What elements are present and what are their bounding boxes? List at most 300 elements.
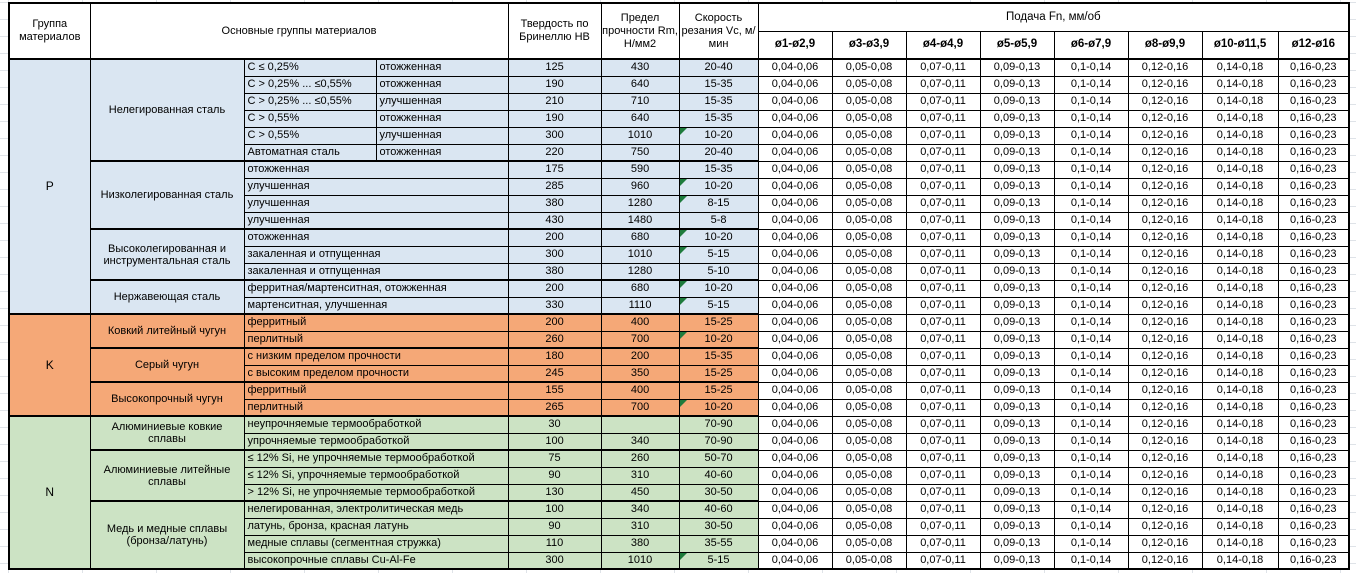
feed-cell[interactable]: 0,16-0,23 [1278,127,1349,144]
strength-cell[interactable]: 310 [601,467,679,484]
feed-cell[interactable]: 0,14-0,18 [1202,246,1278,263]
condition-cell[interactable]: отожженная [376,110,508,127]
feed-cell[interactable]: 0,09-0,13 [980,93,1054,110]
header-diameter-6[interactable]: ø8-ø9,9 [1128,31,1202,59]
feed-cell[interactable]: 0,05-0,08 [832,246,906,263]
cutting-speed-cell[interactable]: 10-20 [679,127,758,144]
feed-cell[interactable]: 0,1-0,14 [1054,365,1128,382]
feed-cell[interactable]: 0,16-0,23 [1278,518,1349,535]
feed-cell[interactable]: 0,14-0,18 [1202,297,1278,314]
feed-cell[interactable]: 0,14-0,18 [1202,110,1278,127]
strength-cell[interactable]: 310 [601,518,679,535]
feed-cell[interactable]: 0,05-0,08 [832,263,906,280]
condition-cell[interactable]: улучшенная [376,93,508,110]
strength-cell[interactable]: 1010 [601,552,679,569]
cutting-speed-cell[interactable]: 15-25 [679,365,758,382]
cutting-speed-cell[interactable]: 30-50 [679,518,758,535]
strength-cell[interactable]: 680 [601,229,679,246]
material-desc-cell[interactable]: C > 0,55% [244,127,376,144]
feed-cell[interactable]: 0,16-0,23 [1278,399,1349,416]
condition-cell[interactable]: улучшенная [376,127,508,144]
strength-cell[interactable] [601,416,679,433]
hardness-cell[interactable]: 125 [508,59,601,76]
feed-cell[interactable]: 0,05-0,08 [832,535,906,552]
feed-cell[interactable]: 0,04-0,06 [758,552,832,569]
feed-cell[interactable]: 0,1-0,14 [1054,314,1128,331]
feed-cell[interactable]: 0,12-0,16 [1128,263,1202,280]
feed-cell[interactable]: 0,12-0,16 [1128,348,1202,365]
hardness-cell[interactable]: 200 [508,280,601,297]
strength-cell[interactable]: 710 [601,93,679,110]
feed-cell[interactable]: 0,09-0,13 [980,416,1054,433]
feed-cell[interactable]: 0,05-0,08 [832,297,906,314]
strength-cell[interactable]: 1280 [601,195,679,212]
feed-cell[interactable]: 0,1-0,14 [1054,263,1128,280]
hardness-cell[interactable]: 330 [508,297,601,314]
strength-cell[interactable]: 380 [601,535,679,552]
material-desc-cell[interactable]: C ≤ 0,25% [244,59,376,76]
feed-cell[interactable]: 0,09-0,13 [980,535,1054,552]
hardness-cell[interactable]: 430 [508,212,601,229]
feed-cell[interactable]: 0,12-0,16 [1128,484,1202,501]
feed-cell[interactable]: 0,1-0,14 [1054,93,1128,110]
strength-cell[interactable]: 450 [601,484,679,501]
feed-cell[interactable]: 0,16-0,23 [1278,314,1349,331]
hardness-cell[interactable]: 175 [508,161,601,178]
hardness-cell[interactable]: 180 [508,348,601,365]
feed-cell[interactable]: 0,14-0,18 [1202,518,1278,535]
feed-cell[interactable]: 0,12-0,16 [1128,59,1202,76]
subgroup-name-cell[interactable]: Высокопрочный чугун [90,382,244,416]
cutting-speed-cell[interactable]: 40-60 [679,467,758,484]
cutting-speed-cell[interactable]: 10-20 [679,280,758,297]
strength-cell[interactable]: 260 [601,450,679,467]
feed-cell[interactable]: 0,07-0,11 [906,93,980,110]
feed-cell[interactable]: 0,04-0,06 [758,433,832,450]
feed-cell[interactable]: 0,12-0,16 [1128,535,1202,552]
feed-cell[interactable]: 0,05-0,08 [832,161,906,178]
strength-cell[interactable]: 400 [601,382,679,399]
feed-cell[interactable]: 0,14-0,18 [1202,450,1278,467]
hardness-cell[interactable]: 110 [508,535,601,552]
feed-cell[interactable]: 0,1-0,14 [1054,348,1128,365]
header-tensile-strength[interactable]: Предел прочности Rm, Н/мм2 [601,3,679,59]
hardness-cell[interactable]: 380 [508,263,601,280]
feed-cell[interactable]: 0,1-0,14 [1054,229,1128,246]
hardness-cell[interactable]: 245 [508,365,601,382]
feed-cell[interactable]: 0,1-0,14 [1054,59,1128,76]
material-desc-cell[interactable]: медные сплавы (сегментная стружка) [244,535,508,552]
hardness-cell[interactable]: 210 [508,93,601,110]
feed-cell[interactable]: 0,16-0,23 [1278,331,1349,348]
feed-cell[interactable]: 0,1-0,14 [1054,195,1128,212]
hardness-cell[interactable]: 90 [508,518,601,535]
feed-cell[interactable]: 0,05-0,08 [832,416,906,433]
feed-cell[interactable]: 0,16-0,23 [1278,161,1349,178]
feed-cell[interactable]: 0,16-0,23 [1278,365,1349,382]
strength-cell[interactable]: 960 [601,178,679,195]
feed-cell[interactable]: 0,12-0,16 [1128,178,1202,195]
strength-cell[interactable]: 350 [601,365,679,382]
cutting-speed-cell[interactable]: 35-55 [679,535,758,552]
feed-cell[interactable]: 0,05-0,08 [832,552,906,569]
feed-cell[interactable]: 0,09-0,13 [980,195,1054,212]
feed-cell[interactable]: 0,16-0,23 [1278,416,1349,433]
header-material-group[interactable]: Группа материалов [9,3,90,59]
feed-cell[interactable]: 0,09-0,13 [980,331,1054,348]
cutting-speed-cell[interactable]: 5-15 [679,552,758,569]
material-desc-cell[interactable]: нелегированная, электролитическая медь [244,501,508,518]
feed-cell[interactable]: 0,04-0,06 [758,331,832,348]
material-desc-cell[interactable]: Автоматная сталь [244,144,376,161]
feed-cell[interactable]: 0,05-0,08 [832,195,906,212]
feed-cell[interactable]: 0,14-0,18 [1202,314,1278,331]
feed-cell[interactable]: 0,1-0,14 [1054,518,1128,535]
cutting-speed-cell[interactable]: 20-40 [679,59,758,76]
feed-cell[interactable]: 0,05-0,08 [832,399,906,416]
feed-cell[interactable]: 0,16-0,23 [1278,229,1349,246]
feed-cell[interactable]: 0,1-0,14 [1054,297,1128,314]
material-desc-cell[interactable]: перлитный [244,331,508,348]
feed-cell[interactable]: 0,04-0,06 [758,467,832,484]
feed-cell[interactable]: 0,05-0,08 [832,518,906,535]
material-desc-cell[interactable]: с низким пределом прочности [244,348,508,365]
feed-cell[interactable]: 0,12-0,16 [1128,365,1202,382]
feed-cell[interactable]: 0,04-0,06 [758,297,832,314]
strength-cell[interactable]: 1010 [601,127,679,144]
feed-cell[interactable]: 0,14-0,18 [1202,331,1278,348]
feed-cell[interactable]: 0,14-0,18 [1202,433,1278,450]
feed-cell[interactable]: 0,07-0,11 [906,535,980,552]
feed-cell[interactable]: 0,12-0,16 [1128,161,1202,178]
feed-cell[interactable]: 0,1-0,14 [1054,246,1128,263]
header-diameter-5[interactable]: ø6-ø7,9 [1054,31,1128,59]
feed-cell[interactable]: 0,05-0,08 [832,59,906,76]
feed-cell[interactable]: 0,1-0,14 [1054,212,1128,229]
feed-cell[interactable]: 0,12-0,16 [1128,229,1202,246]
feed-cell[interactable]: 0,12-0,16 [1128,144,1202,161]
feed-cell[interactable]: 0,09-0,13 [980,76,1054,93]
material-desc-cell[interactable]: отожженная [244,229,508,246]
feed-cell[interactable]: 0,04-0,06 [758,161,832,178]
material-desc-cell[interactable]: ферритная/мартенситная, отожженная [244,280,508,297]
feed-cell[interactable]: 0,09-0,13 [980,178,1054,195]
cutting-speed-cell[interactable]: 10-20 [679,399,758,416]
hardness-cell[interactable]: 190 [508,110,601,127]
material-desc-cell[interactable]: высокопрочные сплавы Cu-Al-Fe [244,552,508,569]
cutting-speed-cell[interactable]: 15-35 [679,76,758,93]
material-desc-cell[interactable]: ферритный [244,314,508,331]
feed-cell[interactable]: 0,16-0,23 [1278,178,1349,195]
feed-cell[interactable]: 0,05-0,08 [832,501,906,518]
feed-cell[interactable]: 0,14-0,18 [1202,484,1278,501]
strength-cell[interactable]: 200 [601,348,679,365]
feed-cell[interactable]: 0,16-0,23 [1278,246,1349,263]
feed-cell[interactable]: 0,12-0,16 [1128,416,1202,433]
header-diameter-8[interactable]: ø12-ø16 [1278,31,1349,59]
feed-cell[interactable]: 0,16-0,23 [1278,93,1349,110]
header-feed-title[interactable]: Подача Fn, мм/об [758,3,1349,31]
feed-cell[interactable]: 0,04-0,06 [758,382,832,399]
feed-cell[interactable]: 0,05-0,08 [832,331,906,348]
feed-cell[interactable]: 0,09-0,13 [980,433,1054,450]
strength-cell[interactable]: 1480 [601,212,679,229]
feed-cell[interactable]: 0,1-0,14 [1054,450,1128,467]
feed-cell[interactable]: 0,12-0,16 [1128,433,1202,450]
feed-cell[interactable]: 0,14-0,18 [1202,416,1278,433]
subgroup-name-cell[interactable]: Медь и медные сплавы (бронза/латунь) [90,501,244,569]
feed-cell[interactable]: 0,07-0,11 [906,484,980,501]
feed-cell[interactable]: 0,1-0,14 [1054,552,1128,569]
feed-cell[interactable]: 0,05-0,08 [832,365,906,382]
cutting-speed-cell[interactable]: 15-35 [679,93,758,110]
feed-cell[interactable]: 0,05-0,08 [832,484,906,501]
material-desc-cell[interactable]: неупрочняемые термообработкой [244,416,508,433]
feed-cell[interactable]: 0,14-0,18 [1202,501,1278,518]
feed-cell[interactable]: 0,04-0,06 [758,399,832,416]
cutting-speed-cell[interactable]: 5-10 [679,263,758,280]
header-main-groups[interactable]: Основные группы материалов [90,3,508,59]
feed-cell[interactable]: 0,09-0,13 [980,297,1054,314]
subgroup-name-cell[interactable]: Низколегированная сталь [90,161,244,229]
feed-cell[interactable]: 0,07-0,11 [906,416,980,433]
hardness-cell[interactable]: 155 [508,382,601,399]
feed-cell[interactable]: 0,04-0,06 [758,195,832,212]
feed-cell[interactable]: 0,1-0,14 [1054,144,1128,161]
feed-cell[interactable]: 0,16-0,23 [1278,195,1349,212]
header-cutting-speed[interactable]: Скорость резания Vc, м/мин [679,3,758,59]
hardness-cell[interactable]: 190 [508,76,601,93]
feed-cell[interactable]: 0,14-0,18 [1202,59,1278,76]
feed-cell[interactable]: 0,07-0,11 [906,433,980,450]
subgroup-name-cell[interactable]: Нержавеющая сталь [90,280,244,314]
hardness-cell[interactable]: 300 [508,127,601,144]
subgroup-name-cell[interactable]: Алюминиевые ковкие сплавы [90,416,244,450]
feed-cell[interactable]: 0,07-0,11 [906,59,980,76]
feed-cell[interactable]: 0,12-0,16 [1128,280,1202,297]
feed-cell[interactable]: 0,05-0,08 [832,144,906,161]
group-letter-cell[interactable]: N [9,416,90,569]
feed-cell[interactable]: 0,05-0,08 [832,433,906,450]
hardness-cell[interactable]: 285 [508,178,601,195]
feed-cell[interactable]: 0,07-0,11 [906,161,980,178]
feed-cell[interactable]: 0,14-0,18 [1202,93,1278,110]
feed-cell[interactable]: 0,14-0,18 [1202,365,1278,382]
material-desc-cell[interactable]: ≤ 12% Si, не упрочняемые термообработкой [244,450,508,467]
cutting-speed-cell[interactable]: 8-15 [679,195,758,212]
group-letter-cell[interactable]: P [9,59,90,314]
feed-cell[interactable]: 0,1-0,14 [1054,280,1128,297]
cutting-speed-cell[interactable]: 20-40 [679,144,758,161]
feed-cell[interactable]: 0,04-0,06 [758,450,832,467]
feed-cell[interactable]: 0,12-0,16 [1128,399,1202,416]
hardness-cell[interactable]: 75 [508,450,601,467]
strength-cell[interactable]: 640 [601,110,679,127]
strength-cell[interactable]: 1110 [601,297,679,314]
feed-cell[interactable]: 0,07-0,11 [906,178,980,195]
material-desc-cell[interactable]: закаленная и отпущенная [244,263,508,280]
feed-cell[interactable]: 0,09-0,13 [980,263,1054,280]
feed-cell[interactable]: 0,14-0,18 [1202,467,1278,484]
feed-cell[interactable]: 0,1-0,14 [1054,127,1128,144]
strength-cell[interactable]: 680 [601,280,679,297]
feed-cell[interactable]: 0,04-0,06 [758,93,832,110]
material-desc-cell[interactable]: C > 0,25% ... ≤0,55% [244,93,376,110]
feed-cell[interactable]: 0,1-0,14 [1054,467,1128,484]
feed-cell[interactable]: 0,16-0,23 [1278,59,1349,76]
material-desc-cell[interactable]: с высоким пределом прочности [244,365,508,382]
feed-cell[interactable]: 0,14-0,18 [1202,552,1278,569]
feed-cell[interactable]: 0,12-0,16 [1128,93,1202,110]
subgroup-name-cell[interactable]: Высоколегированная и инструментальная сталь [90,229,244,280]
feed-cell[interactable]: 0,16-0,23 [1278,263,1349,280]
feed-cell[interactable]: 0,04-0,06 [758,348,832,365]
strength-cell[interactable]: 340 [601,501,679,518]
feed-cell[interactable]: 0,1-0,14 [1054,110,1128,127]
feed-cell[interactable]: 0,09-0,13 [980,399,1054,416]
hardness-cell[interactable]: 220 [508,144,601,161]
cutting-speed-cell[interactable]: 5-8 [679,212,758,229]
feed-cell[interactable]: 0,05-0,08 [832,280,906,297]
material-desc-cell[interactable]: улучшенная [244,212,508,229]
header-diameter-7[interactable]: ø10-ø11,5 [1202,31,1278,59]
cutting-speed-cell[interactable]: 15-25 [679,382,758,399]
feed-cell[interactable]: 0,16-0,23 [1278,212,1349,229]
feed-cell[interactable]: 0,1-0,14 [1054,501,1128,518]
material-desc-cell[interactable]: улучшенная [244,178,508,195]
feed-cell[interactable]: 0,16-0,23 [1278,382,1349,399]
feed-cell[interactable]: 0,12-0,16 [1128,76,1202,93]
feed-cell[interactable]: 0,05-0,08 [832,212,906,229]
feed-cell[interactable]: 0,16-0,23 [1278,535,1349,552]
feed-cell[interactable]: 0,14-0,18 [1202,212,1278,229]
feed-cell[interactable]: 0,16-0,23 [1278,348,1349,365]
feed-cell[interactable]: 0,07-0,11 [906,263,980,280]
feed-cell[interactable]: 0,04-0,06 [758,144,832,161]
feed-cell[interactable]: 0,05-0,08 [832,382,906,399]
feed-cell[interactable]: 0,14-0,18 [1202,161,1278,178]
feed-cell[interactable]: 0,04-0,06 [758,518,832,535]
feed-cell[interactable]: 0,12-0,16 [1128,450,1202,467]
feed-cell[interactable]: 0,05-0,08 [832,450,906,467]
cutting-speed-cell[interactable]: 5-15 [679,246,758,263]
feed-cell[interactable]: 0,09-0,13 [980,127,1054,144]
feed-cell[interactable]: 0,04-0,06 [758,263,832,280]
cutting-speed-cell[interactable]: 15-25 [679,314,758,331]
subgroup-name-cell[interactable]: Алюминиевые литейные сплавы [90,450,244,501]
cutting-speed-cell[interactable]: 5-15 [679,297,758,314]
feed-cell[interactable]: 0,12-0,16 [1128,212,1202,229]
feed-cell[interactable]: 0,07-0,11 [906,365,980,382]
feed-cell[interactable]: 0,12-0,16 [1128,552,1202,569]
feed-cell[interactable]: 0,14-0,18 [1202,178,1278,195]
cutting-speed-cell[interactable]: 10-20 [679,331,758,348]
feed-cell[interactable]: 0,12-0,16 [1128,518,1202,535]
feed-cell[interactable]: 0,16-0,23 [1278,450,1349,467]
material-desc-cell[interactable]: мартенситная, улучшенная [244,297,508,314]
cutting-speed-cell[interactable]: 70-90 [679,416,758,433]
feed-cell[interactable]: 0,07-0,11 [906,297,980,314]
feed-cell[interactable]: 0,12-0,16 [1128,382,1202,399]
hardness-cell[interactable]: 380 [508,195,601,212]
feed-cell[interactable]: 0,04-0,06 [758,365,832,382]
feed-cell[interactable]: 0,07-0,11 [906,229,980,246]
hardness-cell[interactable]: 300 [508,552,601,569]
feed-cell[interactable]: 0,05-0,08 [832,93,906,110]
strength-cell[interactable]: 400 [601,314,679,331]
cutting-speed-cell[interactable]: 10-20 [679,178,758,195]
feed-cell[interactable]: 0,1-0,14 [1054,416,1128,433]
feed-cell[interactable]: 0,09-0,13 [980,348,1054,365]
feed-cell[interactable]: 0,05-0,08 [832,348,906,365]
feed-cell[interactable]: 0,12-0,16 [1128,467,1202,484]
strength-cell[interactable]: 1010 [601,246,679,263]
hardness-cell[interactable]: 260 [508,331,601,348]
strength-cell[interactable]: 1280 [601,263,679,280]
feed-cell[interactable]: 0,09-0,13 [980,382,1054,399]
feed-cell[interactable]: 0,12-0,16 [1128,127,1202,144]
feed-cell[interactable]: 0,14-0,18 [1202,229,1278,246]
feed-cell[interactable]: 0,07-0,11 [906,331,980,348]
feed-cell[interactable]: 0,1-0,14 [1054,535,1128,552]
feed-cell[interactable]: 0,07-0,11 [906,246,980,263]
feed-cell[interactable]: 0,09-0,13 [980,110,1054,127]
feed-cell[interactable]: 0,07-0,11 [906,552,980,569]
feed-cell[interactable]: 0,14-0,18 [1202,195,1278,212]
material-desc-cell[interactable]: перлитный [244,399,508,416]
cutting-speed-cell[interactable]: 15-35 [679,348,758,365]
feed-cell[interactable]: 0,04-0,06 [758,535,832,552]
feed-cell[interactable]: 0,14-0,18 [1202,76,1278,93]
feed-cell[interactable]: 0,04-0,06 [758,229,832,246]
feed-cell[interactable]: 0,16-0,23 [1278,110,1349,127]
hardness-cell[interactable]: 130 [508,484,601,501]
feed-cell[interactable]: 0,16-0,23 [1278,467,1349,484]
feed-cell[interactable]: 0,07-0,11 [906,127,980,144]
condition-cell[interactable]: отожженная [376,76,508,93]
feed-cell[interactable]: 0,04-0,06 [758,59,832,76]
feed-cell[interactable]: 0,09-0,13 [980,365,1054,382]
feed-cell[interactable]: 0,14-0,18 [1202,399,1278,416]
feed-cell[interactable]: 0,05-0,08 [832,76,906,93]
cutting-speed-cell[interactable]: 10-20 [679,229,758,246]
material-desc-cell[interactable]: ≤ 12% Si, упрочняемые термообработкой [244,467,508,484]
feed-cell[interactable]: 0,04-0,06 [758,127,832,144]
feed-cell[interactable]: 0,1-0,14 [1054,161,1128,178]
feed-cell[interactable]: 0,16-0,23 [1278,501,1349,518]
feed-cell[interactable]: 0,1-0,14 [1054,484,1128,501]
feed-cell[interactable]: 0,05-0,08 [832,110,906,127]
feed-cell[interactable]: 0,14-0,18 [1202,348,1278,365]
feed-cell[interactable]: 0,16-0,23 [1278,433,1349,450]
feed-cell[interactable]: 0,09-0,13 [980,484,1054,501]
material-desc-cell[interactable]: улучшенная [244,195,508,212]
feed-cell[interactable]: 0,07-0,11 [906,382,980,399]
hardness-cell[interactable]: 100 [508,433,601,450]
feed-cell[interactable]: 0,09-0,13 [980,314,1054,331]
feed-cell[interactable]: 0,14-0,18 [1202,144,1278,161]
feed-cell[interactable]: 0,14-0,18 [1202,127,1278,144]
feed-cell[interactable]: 0,09-0,13 [980,59,1054,76]
feed-cell[interactable]: 0,05-0,08 [832,178,906,195]
strength-cell[interactable]: 700 [601,331,679,348]
feed-cell[interactable]: 0,12-0,16 [1128,297,1202,314]
feed-cell[interactable]: 0,16-0,23 [1278,297,1349,314]
feed-cell[interactable]: 0,1-0,14 [1054,331,1128,348]
feed-cell[interactable]: 0,09-0,13 [980,450,1054,467]
strength-cell[interactable]: 700 [601,399,679,416]
feed-cell[interactable]: 0,09-0,13 [980,467,1054,484]
